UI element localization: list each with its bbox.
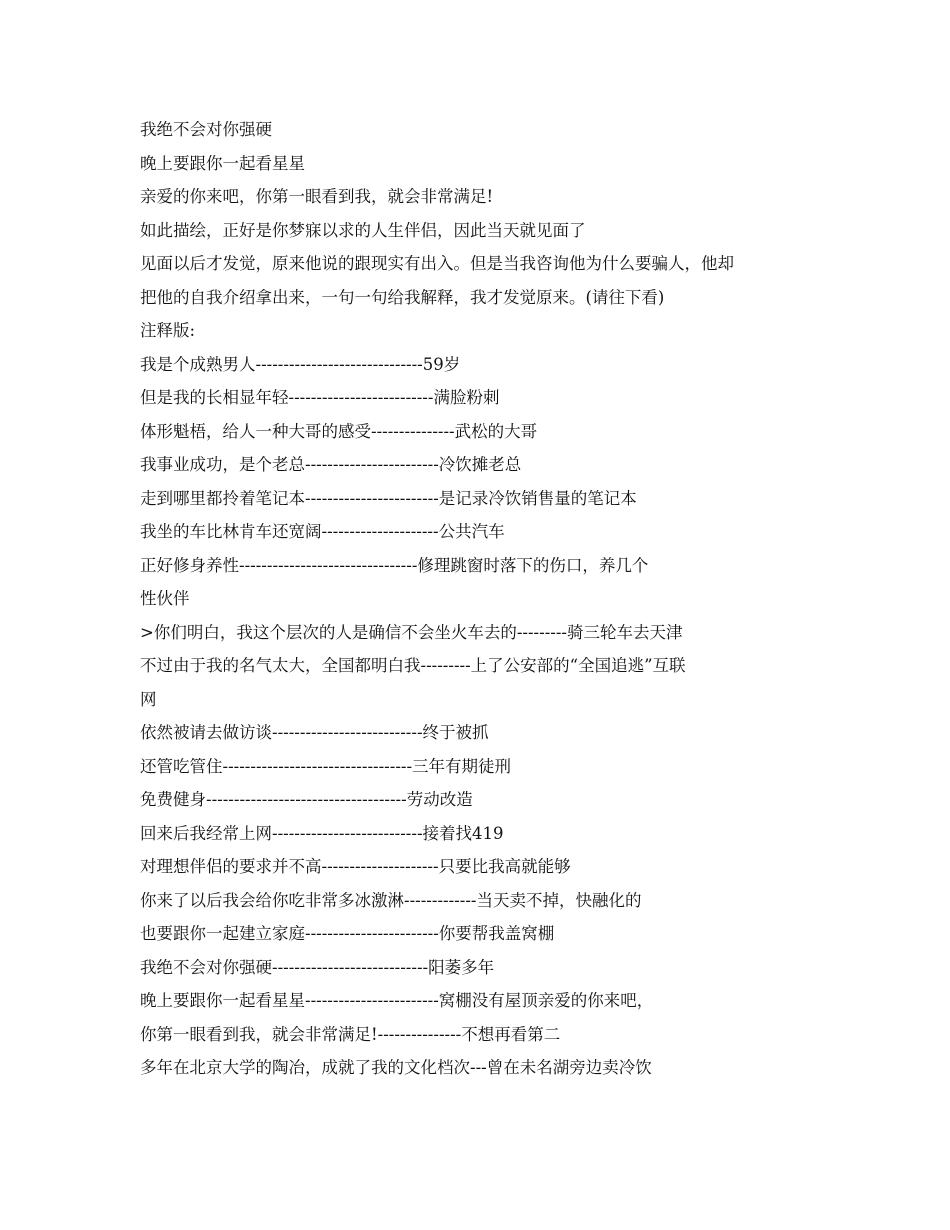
annotation-line: 对理想伴侣的要求并不高---------------------只要比我高就能够	[140, 857, 571, 876]
annotation-line: >你们明白，我这个层次的人是确信不会坐火车去的---------骑三轮车去天津	[140, 622, 683, 642]
text-line: 见面以后才发觉，原来他说的跟现实有出入。但是当我咨询他为什么要骗人，他却	[140, 254, 734, 273]
annotation-line: 但是我的长相显年轻--------------------------满脸粉刺	[140, 388, 500, 407]
annotation-line: 你来了以后我会给你吃非常多冰激淋-------------当天卖不掉，快融化的	[140, 890, 642, 910]
text-line: 把他的自我介绍拿出来，一句一句给我解释，我才发觉原来。(请往下看)	[140, 287, 665, 307]
annotation-line: 也要跟你一起建立家庭------------------------你要帮我盖窝棚	[140, 924, 555, 943]
annotation-line: 我是个成熟男人------------------------------59岁	[140, 354, 461, 374]
annotation-line: 免费健身------------------------------------劳动改造	[140, 790, 473, 809]
annotation-line: 体形魁梧，给人一种大哥的感受---------------武松的大哥	[140, 421, 538, 441]
text-line: 如此描绘，正好是你梦寐以求的人生伴侣，因此当天就见面了	[140, 220, 586, 240]
annotation-line: 依然被请去做访谈---------------------------终于被抓	[140, 723, 489, 742]
document-page	[140, 113, 820, 1085]
annotation-line: 走到哪里都拎着笔记本------------------------是记录冷饮销售量的笔记本	[140, 488, 637, 508]
text-line: 我绝不会对你强硬	[140, 120, 272, 139]
section-heading: 注释版:	[140, 321, 196, 340]
annotation-line: 晚上要跟你一起看星星------------------------窝棚没有屋顶亲爱的你来吧，	[140, 991, 654, 1010]
annotation-line: 你第一眼看到我，就会非常满足!---------------不想再看第二	[140, 1024, 561, 1044]
text-line: 亲爱的你来吧，你第一眼看到我，就会非常满足!	[140, 187, 494, 206]
annotation-line: 我事业成功，是个老总------------------------冷饮摊老总	[140, 455, 522, 474]
annotation-line: 网	[140, 689, 157, 709]
annotation-line: 我绝不会对你强硬----------------------------阳萎多年	[140, 957, 495, 977]
annotation-line: 多年在北京大学的陶冶，成就了我的文化档次---曾在未名湖旁边卖冷饮	[140, 1058, 652, 1077]
annotation-line: 回来后我经常上网---------------------------接着找419	[140, 823, 504, 843]
annotation-line: 不过由于我的名气太大，全国都明白我---------上了公安部的“全国追逃”互联	[140, 656, 686, 675]
annotation-line: 我坐的车比林肯车还宽阔---------------------公共汽车	[140, 522, 505, 541]
annotation-line: 性伙伴	[140, 589, 190, 608]
annotation-line: 正好修身养性--------------------------------修理跳窗时落下的伤口，养几个	[140, 555, 649, 575]
annotation-line: 还管吃管住----------------------------------三年有期徒刑	[140, 756, 512, 776]
text-line: 晚上要跟你一起看星星	[140, 153, 305, 173]
